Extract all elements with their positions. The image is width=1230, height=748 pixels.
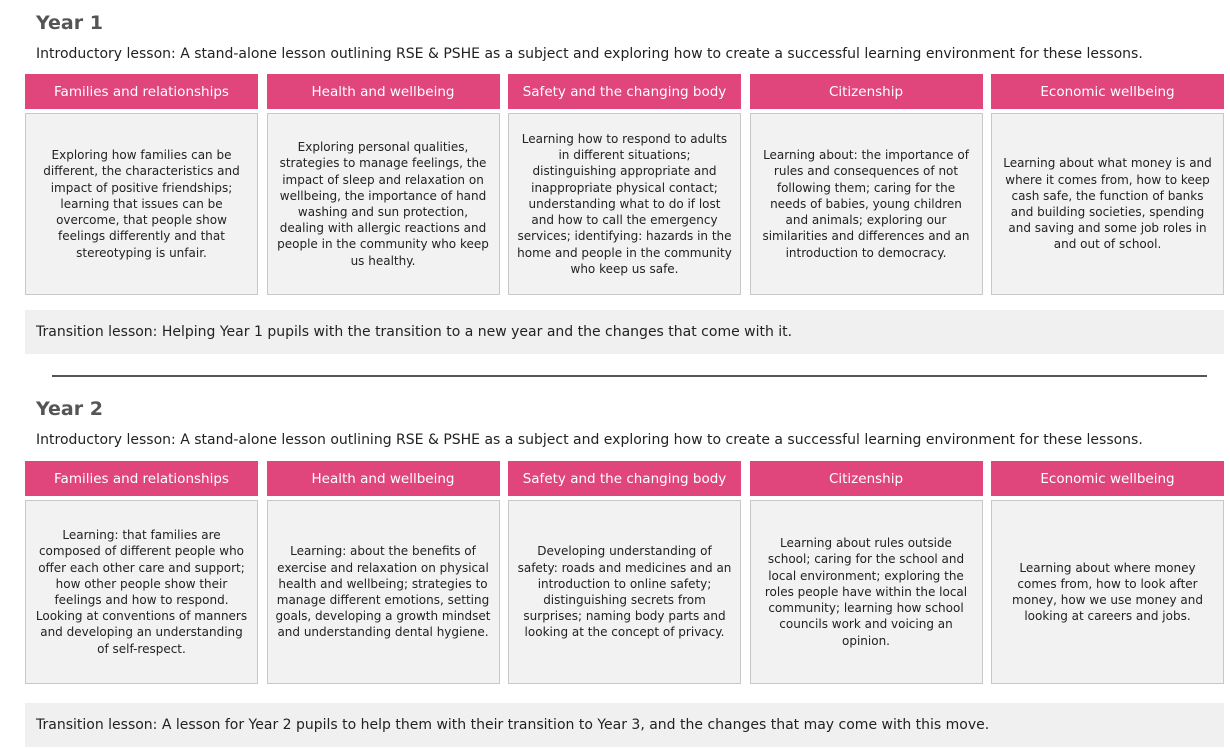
year2-title: Year 2 <box>36 398 103 420</box>
year2-heading-economic: Economic wellbeing <box>991 461 1224 496</box>
year2-intro: Introductory lesson: A stand-alone lesson outlining RSE & PSHE as a subject and exploring how to create a successful learning environment for these lessons. <box>36 432 1143 448</box>
year2-col-citizenship <box>750 461 983 684</box>
year2-col-economic <box>991 461 1224 684</box>
year2-col-families <box>25 461 258 684</box>
year1-heading-safety: Safety and the changing body <box>508 74 741 109</box>
year1-title: Year 1 <box>36 12 103 34</box>
year2-text-families: Learning: that families are composed of different people who offer each other care and support; how other people show their feelings and how to respond. Looking at conventions of manners and developing an understanding of self-respect. <box>25 500 258 684</box>
year1-text-families: Exploring how families can be different, the characteristics and impact of positive friendships; learning that issues can be overcome, that people show feelings differently and that stereotyping is unfair. <box>25 113 258 295</box>
year1-text-health: Exploring personal qualities, strategies to manage feelings, the impact of sleep and relaxation on wellbeing, the importance of hand washing and sun protection, dealing with allergic reactions and people in the community who keep us healthy. <box>267 113 500 295</box>
year2-heading-citizenship: Citizenship <box>750 461 983 496</box>
year1-text-economic: Learning about what money is and where it comes from, how to keep cash safe, the function of banks and building societies, spending and saving and some job roles in and out of school. <box>991 113 1224 295</box>
year1-col-economic <box>991 74 1224 295</box>
year2-col-health <box>267 461 500 684</box>
year1-transition: Transition lesson: Helping Year 1 pupils with the transition to a new year and the changes that come with it. <box>25 310 1224 354</box>
year2-transition: Transition lesson: A lesson for Year 2 pupils to help them with their transition to Year 3, and the changes that may come with this move. <box>25 703 1224 747</box>
year2-text-safety: Developing understanding of safety: roads and medicines and an introduction to online safety; distinguishing secrets from surprises; naming body parts and looking at the concept of privacy. <box>508 500 741 684</box>
year1-heading-citizenship: Citizenship <box>750 74 983 109</box>
year2-topic-grid <box>25 461 1224 684</box>
year2-heading-safety: Safety and the changing body <box>508 461 741 496</box>
year1-text-safety: Learning how to respond to adults in different situations; distinguishing appropriate and inappropriate physical contact; understanding what to do if lost and how to call the emergency services; identifying: hazards in the home and people in the community who keep us safe. <box>508 113 741 295</box>
year1-heading-economic: Economic wellbeing <box>991 74 1224 109</box>
year1-heading-families: Families and relationships <box>25 74 258 109</box>
year2-col-safety <box>508 461 741 684</box>
year2-text-health: Learning: about the benefits of exercise and relaxation on physical health and wellbeing; strategies to manage different emotions, setting goals, developing a growth mindset and understanding dental hygiene. <box>267 500 500 684</box>
year1-col-health <box>267 74 500 295</box>
year1-topic-grid <box>25 74 1224 295</box>
year2-heading-families: Families and relationships <box>25 461 258 496</box>
year1-intro: Introductory lesson: A stand-alone lesson outlining RSE & PSHE as a subject and exploring how to create a successful learning environment for these lessons. <box>36 46 1143 62</box>
year1-heading-health: Health and wellbeing <box>267 74 500 109</box>
year2-text-economic: Learning about where money comes from, how to look after money, how we use money and looking at careers and jobs. <box>991 500 1224 684</box>
section-divider <box>52 375 1207 377</box>
year2-heading-health: Health and wellbeing <box>267 461 500 496</box>
year1-col-families <box>25 74 258 295</box>
year2-text-citizenship: Learning about rules outside school; caring for the school and local environment; exploring the roles people have within the local community; learning how school councils work and voicing an opinion. <box>750 500 983 684</box>
year1-col-citizenship <box>750 74 983 295</box>
year1-col-safety <box>508 74 741 295</box>
year1-text-citizenship: Learning about: the importance of rules and consequences of not following them; caring for the needs of babies, young children and animals; exploring our similarities and differences and an introduction to democracy. <box>750 113 983 295</box>
